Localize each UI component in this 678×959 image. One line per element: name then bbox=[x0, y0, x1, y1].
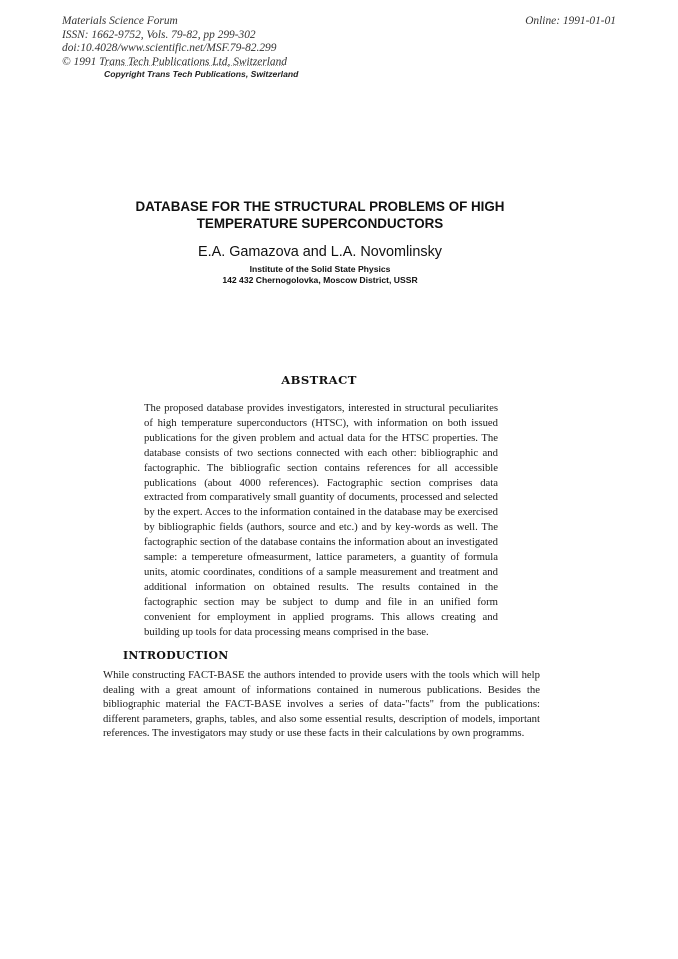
issn-line: ISSN: 1662-9752, Vols. 79-82, pp 299-302 bbox=[62, 28, 256, 41]
title-line-1: DATABASE FOR THE STRUCTURAL PROBLEMS OF HIGH bbox=[135, 199, 505, 214]
title-line-2: TEMPERATURE SUPERCONDUCTORS bbox=[196, 215, 444, 231]
abstract-heading: ABSTRACT bbox=[281, 373, 357, 387]
affiliation-address: 142 432 Chernogolovka, Moscow District, USSR bbox=[222, 275, 418, 285]
copyright-notice: Copyright Trans Tech Publications, Switzerland bbox=[104, 69, 299, 79]
publisher-line: © 1991 Trans Tech Publications Ltd, Switzerland bbox=[62, 55, 287, 68]
affiliation bbox=[120, 264, 520, 286]
introduction-body: While constructing FACT-BASE the authors intended to provide users with the tools which will help dealing with a great amount of informations contained in numerous publications. Besides the bibliographic material the FACT-BASE involves a series of data-"facts" from the publications: different parameters, graphs, tables, and also some essential results, description of models, important references. The investigators may study or use these facts in their calculations by own programms. bbox=[103, 669, 540, 740]
doi-link[interactable]: doi:10.4028/www.scientific.net/MSF.79-82.299 bbox=[62, 42, 277, 55]
author-list: E.A. Gamazova and L.A. Novomlinsky bbox=[198, 244, 442, 260]
abstract-body: The proposed database provides investigators, interested in structural peculiarites of high temperature superconductors (HTSC), with information on both issued publications for the given problem and actual data for the HTSC properties. The database consists of two sections connected with each other: bibliographic and factographic. The bibliografic section contains references for all accessible publications (about 4000 references). Factographic section comprises data extracted from comparatively small guantity of documents, processed and selected by the expert. Acces to the information contained in the database may be exercised by bibliographic fields (authors, source and etc.) and by key-words as well. The factographic section of the database contains the information about an investigated sample: a tempereture ofmeasurment, lattice parameters, a guantity of formula units, atomic coordinates, conditions of a sample measurement and treatment and additional information on obtained results. The results contained in the factographic section may be subject to dump and file in an unified form convenient for employment in applied programs. This allows creating and building up tools for data processing means comprised in the base. bbox=[144, 402, 498, 638]
affiliation-institute: Institute of the Solid State Physics bbox=[249, 264, 391, 274]
paper-title bbox=[120, 199, 520, 232]
introduction-heading: INTRODUCTION bbox=[123, 649, 229, 662]
journal-name: Materials Science Forum bbox=[62, 15, 178, 27]
journal-metadata bbox=[62, 15, 287, 69]
online-date: Online: 1991-01-01 bbox=[525, 15, 616, 27]
